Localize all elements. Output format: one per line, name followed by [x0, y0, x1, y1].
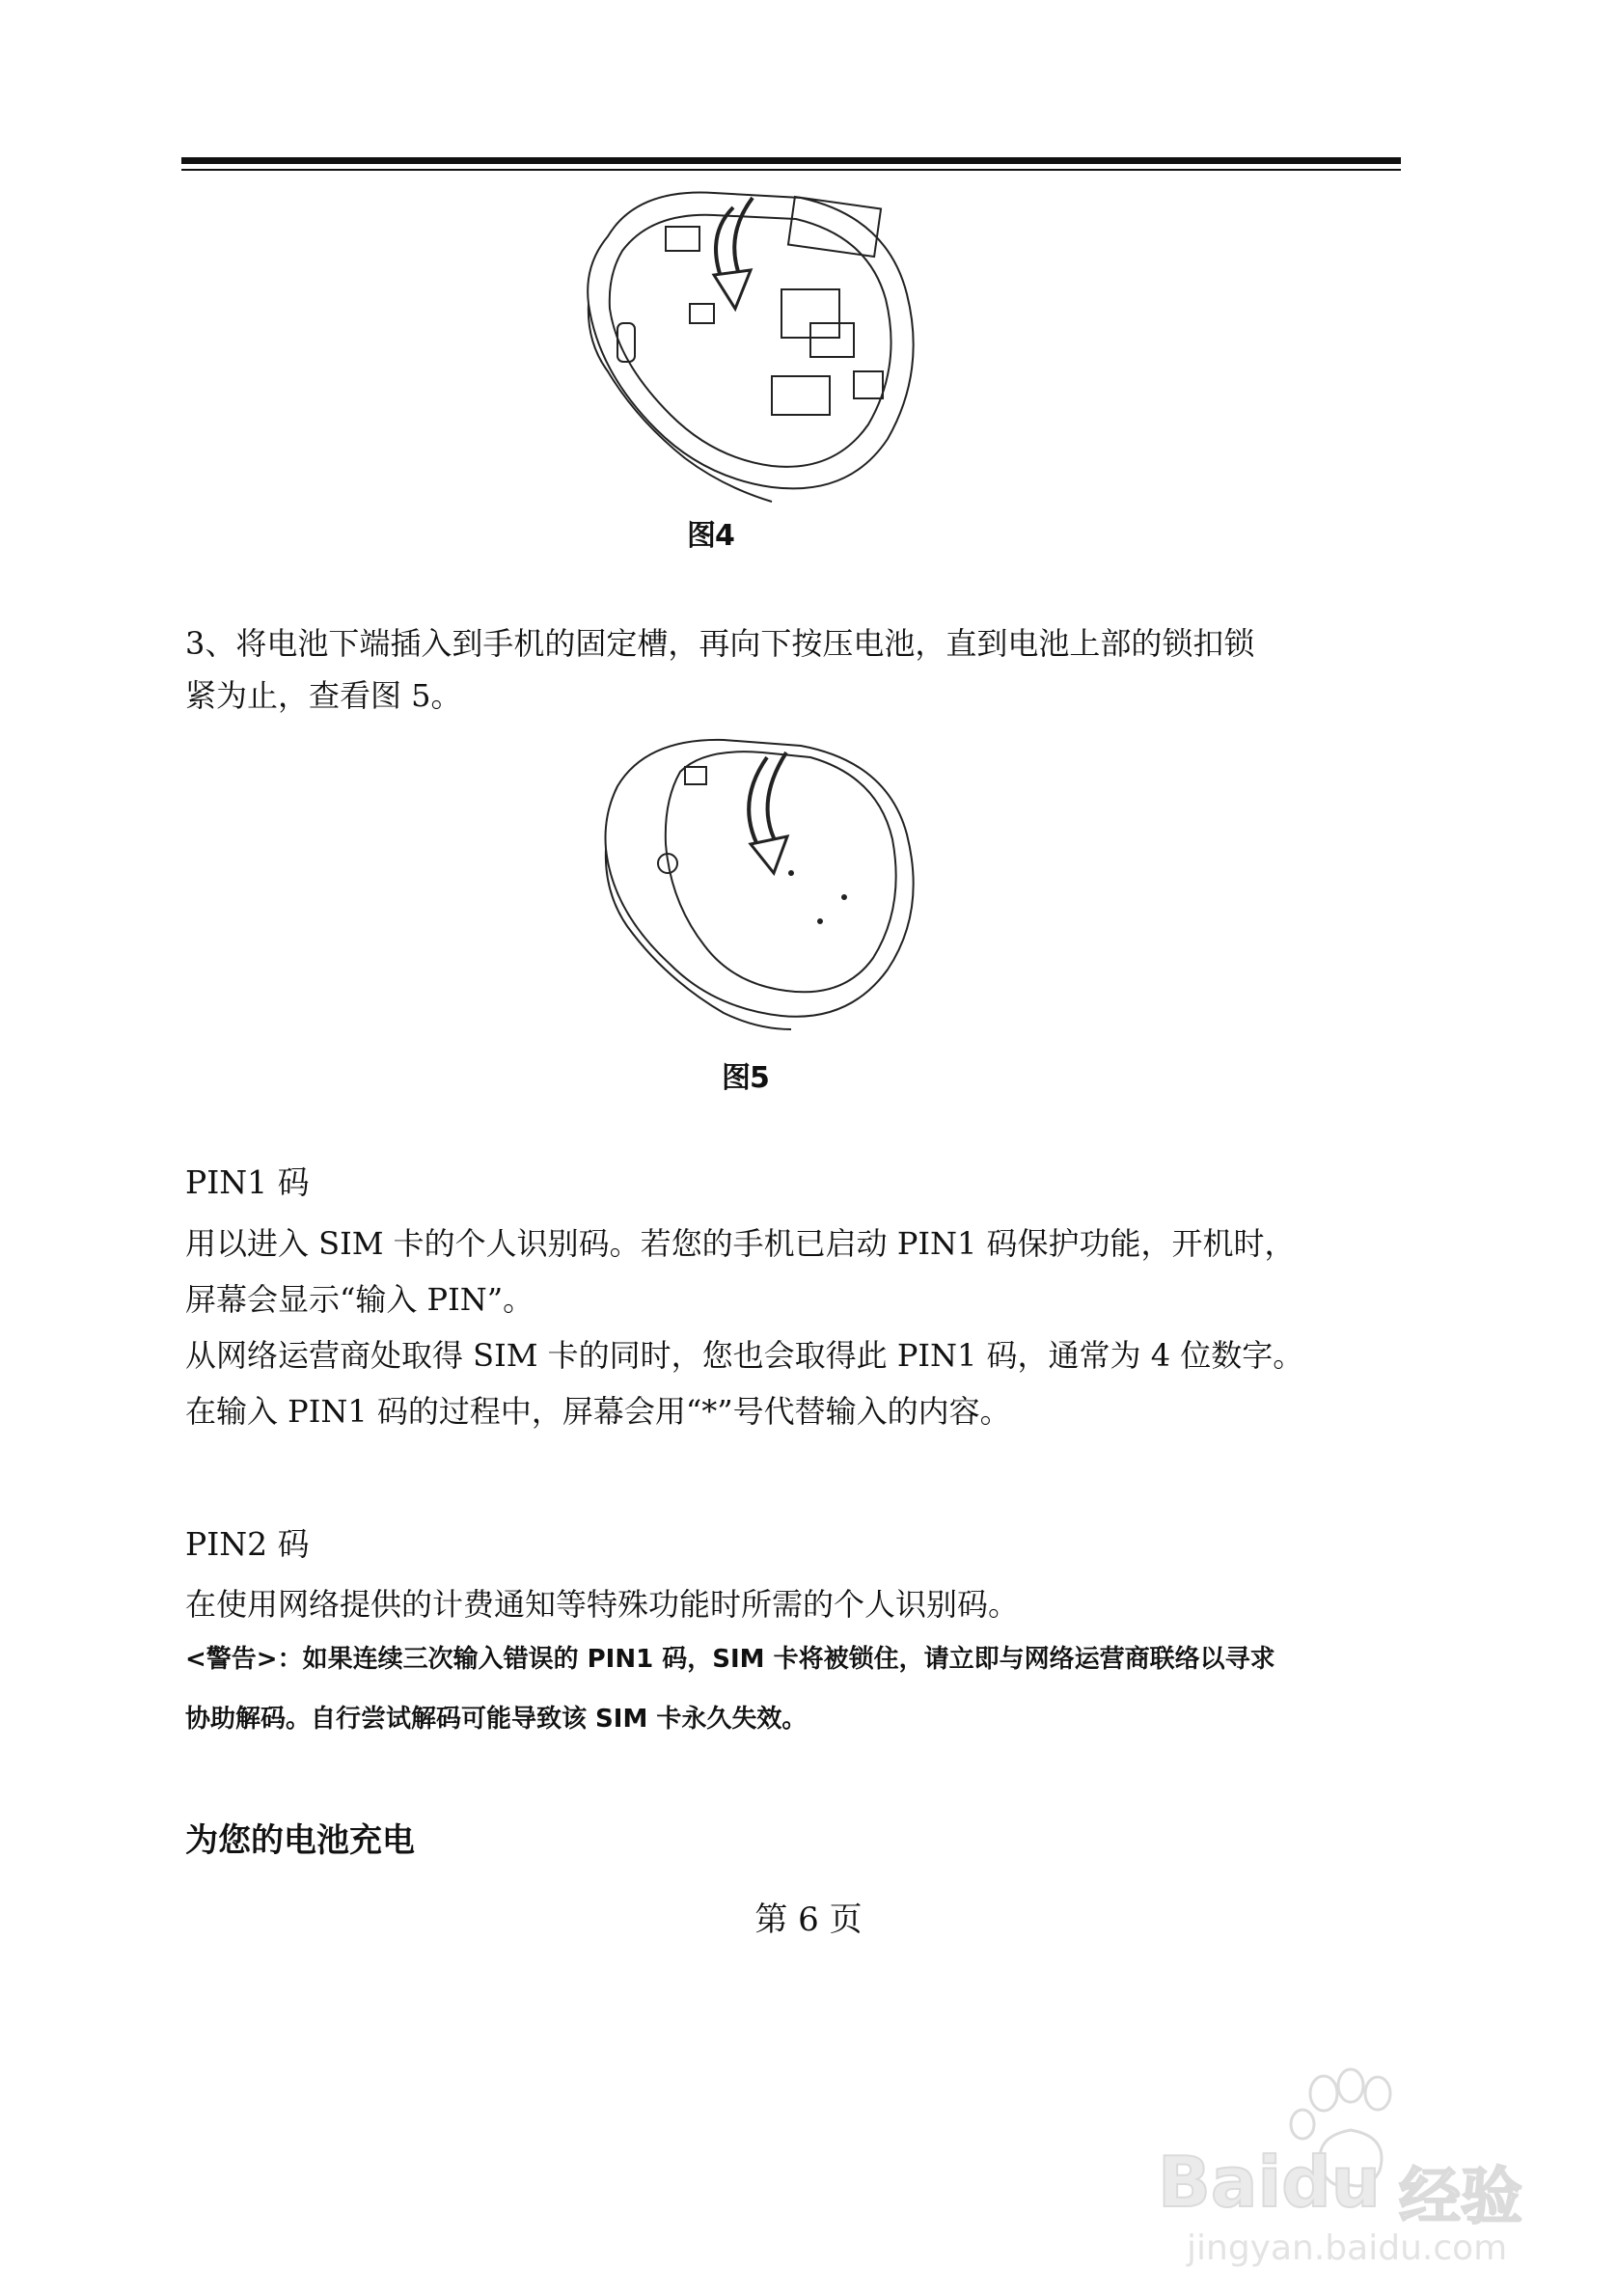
pin1-heading: PIN1 码 [185, 1163, 310, 1201]
pin1-line-4: 在输入 PIN1 码的过程中，屏幕会用“*”号代替输入的内容。 [185, 1393, 1011, 1430]
pin1-line-1: 用以进入 SIM 卡的个人识别码。若您的手机已启动 PIN1 码保护功能，开机时， [185, 1225, 1296, 1262]
figure-5-illustration [598, 728, 936, 1032]
watermark-label: 经验 [1399, 2162, 1522, 2233]
watermark-url: jingyan.baidu.com [1187, 2228, 1508, 2268]
figure-4-illustration [579, 178, 936, 506]
baidu-watermark [1158, 2064, 1544, 2268]
figure-4-caption: 图4 [687, 519, 734, 553]
header-rule-thick [181, 157, 1401, 164]
pin1-line-3: 从网络运营商处取得 SIM 卡的同时，您也会取得此 PIN1 码，通常为 4 位数字。 [185, 1337, 1304, 1374]
watermark-brand: Baidu [1158, 2142, 1381, 2223]
warning-line-2: 协助解码。自行尝试解码可能导致该 SIM 卡永久失效。 [185, 1705, 808, 1734]
warning-line-1: <警告>：如果连续三次输入错误的 PIN1 码，SIM 卡将被锁住，请立即与网络运营商联络以寻求 [185, 1645, 1275, 1674]
charge-battery-heading: 为您的电池充电 [185, 1821, 415, 1860]
pin2-line: 在使用网络提供的计费通知等特殊功能时所需的个人识别码。 [185, 1586, 1020, 1623]
step3-line1: 3、将电池下端插入到手机的固定槽，再向下按压电池，直到电池上部的锁扣锁 [185, 625, 1255, 662]
page-number: 第 6 页 [754, 1900, 863, 1939]
pin1-line-2: 屏幕会显示“输入 PIN”。 [185, 1281, 534, 1318]
figure-5-caption: 图5 [722, 1061, 769, 1095]
header-rule-thin [181, 169, 1401, 171]
pin2-heading: PIN2 码 [185, 1525, 310, 1563]
step3-line2: 紧为止，查看图 5。 [185, 677, 462, 714]
